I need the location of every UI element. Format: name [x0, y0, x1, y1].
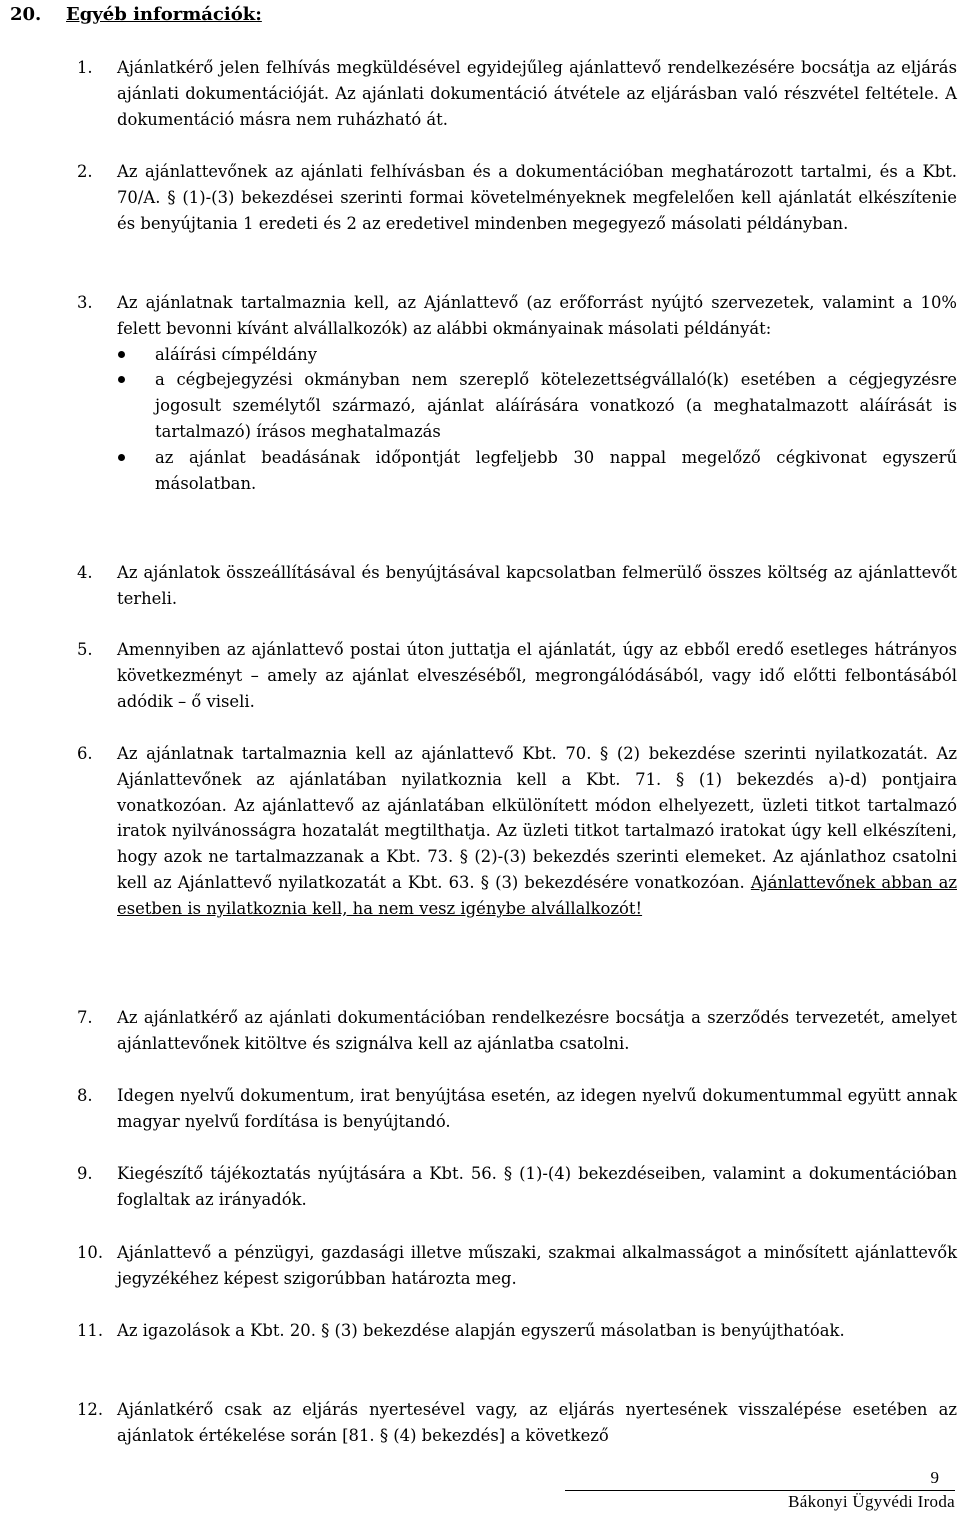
item-text-main: Az ajánlatnak tartalmaznia kell az ajánlattevő Kbt. 70. § (2) bekezdése szerinti nyilatkozatát. Az Ajánlattevőnek az ajánlatában nyilatkoznia kell a Kbt. 71. § (1) bekezdés a)-d) pontjaira vonatkozóan. Az ajánlattevő az ajánlatában elkülönített módon elhelyezett, üzleti titkot tartalmazó iratok nyilvánosságra hozatalát megtilthatja. Az üzleti titkot tartalmazó iratokat úgy kell elkészíteni, hogy azok ne tartalmazzanak a Kbt. 73. § (2)-(3) bekezdés szerinti elemeket. Az ajánlathoz csatolni kell az Ajánlattevő nyilatkozatát a Kbt. 63. § (3) bekezdésére vonatkozóan.	[117, 744, 957, 892]
item-number: 11.	[77, 1321, 104, 1340]
list-item	[77, 1083, 957, 1135]
item-number: 6.	[77, 744, 93, 763]
item-number: 10.	[77, 1243, 104, 1262]
list-item	[77, 560, 957, 612]
item-text: Az ajánlatok összeállításával és benyújtásával kapcsolatban felmerülő összes költség az ajánlattevőt terheli.	[117, 563, 957, 608]
section-number: 20.	[10, 4, 42, 25]
item-number: 4.	[77, 563, 93, 582]
item-number: 1.	[77, 58, 93, 77]
list-item	[77, 1397, 957, 1449]
item-text: Ajánlattevő a pénzügyi, gazdasági illetve műszaki, szakmai alkalmasságot a minősített ajánlattevők jegyzékéhez képest szigorúbban határozta meg.	[117, 1243, 957, 1288]
item-text	[117, 741, 957, 922]
section-heading	[10, 4, 262, 26]
item-text: Az ajánlatnak tartalmaznia kell, az Ajánlattevő (az erőforrást nyújtó szervezetek, valamint a 10% felett bevonni kívánt alvállalkozók) az alábbi okmányainak másolati példányát:	[117, 293, 957, 338]
item-number: 5.	[77, 640, 93, 659]
list-item	[77, 1240, 957, 1292]
section-title: Egyéb információk:	[66, 4, 262, 25]
list-item	[77, 1005, 957, 1057]
list-item	[77, 1318, 957, 1344]
bullet-list	[117, 342, 957, 497]
item-text: Ajánlatkérő jelen felhívás megküldésével egyidejűleg ajánlattevő rendelkezésére bocsátja az eljárás ajánlati dokumentációját. Az ajánlati dokumentáció átvétele az eljárásban való részvétel feltétele. A dokumentáció másra nem ruházható át.	[117, 58, 957, 129]
item-number: 2.	[77, 162, 93, 181]
underlined-notice: Ajánlattevőnek abban az esetben is nyilatkoznia kell, ha nem vesz igénybe alvállalkozót!	[117, 872, 957, 918]
item-text: Az ajánlatkérő az ajánlati dokumentációban rendelkezésre bocsátja a szerződés tervezetét, amelyet ajánlattevőnek kitöltve és szignálva kell az ajánlatba csatolni.	[117, 1008, 957, 1053]
list-item	[77, 159, 957, 236]
item-number: 9.	[77, 1164, 93, 1183]
bullet-item: aláírási címpéldány	[117, 342, 957, 368]
item-number: 8.	[77, 1086, 93, 1105]
bullet-item: a cégbejegyzési okmányban nem szereplő kötelezettségvállaló(k) esetében a cégjegyzésre jogosult személytől származó, ajánlat aláírására vonatkozó (a meghatalmazott aláírását is tartalmazó) írásos meghatalmazás	[117, 367, 957, 444]
page-number: 9	[930, 1468, 939, 1487]
item-number: 12.	[77, 1400, 104, 1419]
item-text: Ajánlatkérő csak az eljárás nyertesével vagy, az eljárás nyertesének visszalépése esetében az ajánlatok értékelése során [81. § (4) bekezdés] a következő	[117, 1400, 957, 1445]
item-text: Kiegészítő tájékoztatás nyújtására a Kbt. 56. § (1)-(4) bekezdéseiben, valamint a dokumentációban foglaltak az irányadók.	[117, 1164, 957, 1209]
bullet-item: az ajánlat beadásának időpontját legfeljebb 30 nappal megelőző cégkivonat egyszerű másolatban.	[117, 445, 957, 497]
list-item	[77, 1161, 957, 1213]
list-item	[77, 290, 957, 496]
footer-divider	[565, 1490, 955, 1491]
footer-text: Bákonyi Ügyvédi Iroda	[788, 1492, 955, 1511]
item-text: Az igazolások a Kbt. 20. § (3) bekezdése alapján egyszerű másolatban is benyújthatóak.	[117, 1321, 845, 1340]
list-item	[77, 637, 957, 714]
list-item	[77, 55, 957, 132]
item-text: Amennyiben az ajánlattevő postai úton juttatja el ajánlatát, úgy az ebből eredő esetleges hátrányos következményt – amely az ajánlat elveszéséből, megrongálódásából, vagy idő előtti felbontásából adódik – ő viseli.	[117, 640, 957, 711]
item-number: 7.	[77, 1008, 93, 1027]
item-text: Idegen nyelvű dokumentum, irat benyújtása esetén, az idegen nyelvű dokumentummal együtt annak magyar nyelvű fordítása is benyújtandó.	[117, 1086, 957, 1131]
item-number: 3.	[77, 293, 93, 312]
item-text: Az ajánlattevőnek az ajánlati felhívásban és a dokumentációban meghatározott tartalmi, és a Kbt. 70/A. § (1)-(3) bekezdései szerinti formai követelményeknek megfelelően kell ajánlatát elkészítenie és benyújtania 1 eredeti és 2 az eredetivel mindenben megegyező másolati példányban.	[117, 162, 957, 233]
list-item	[77, 741, 957, 922]
